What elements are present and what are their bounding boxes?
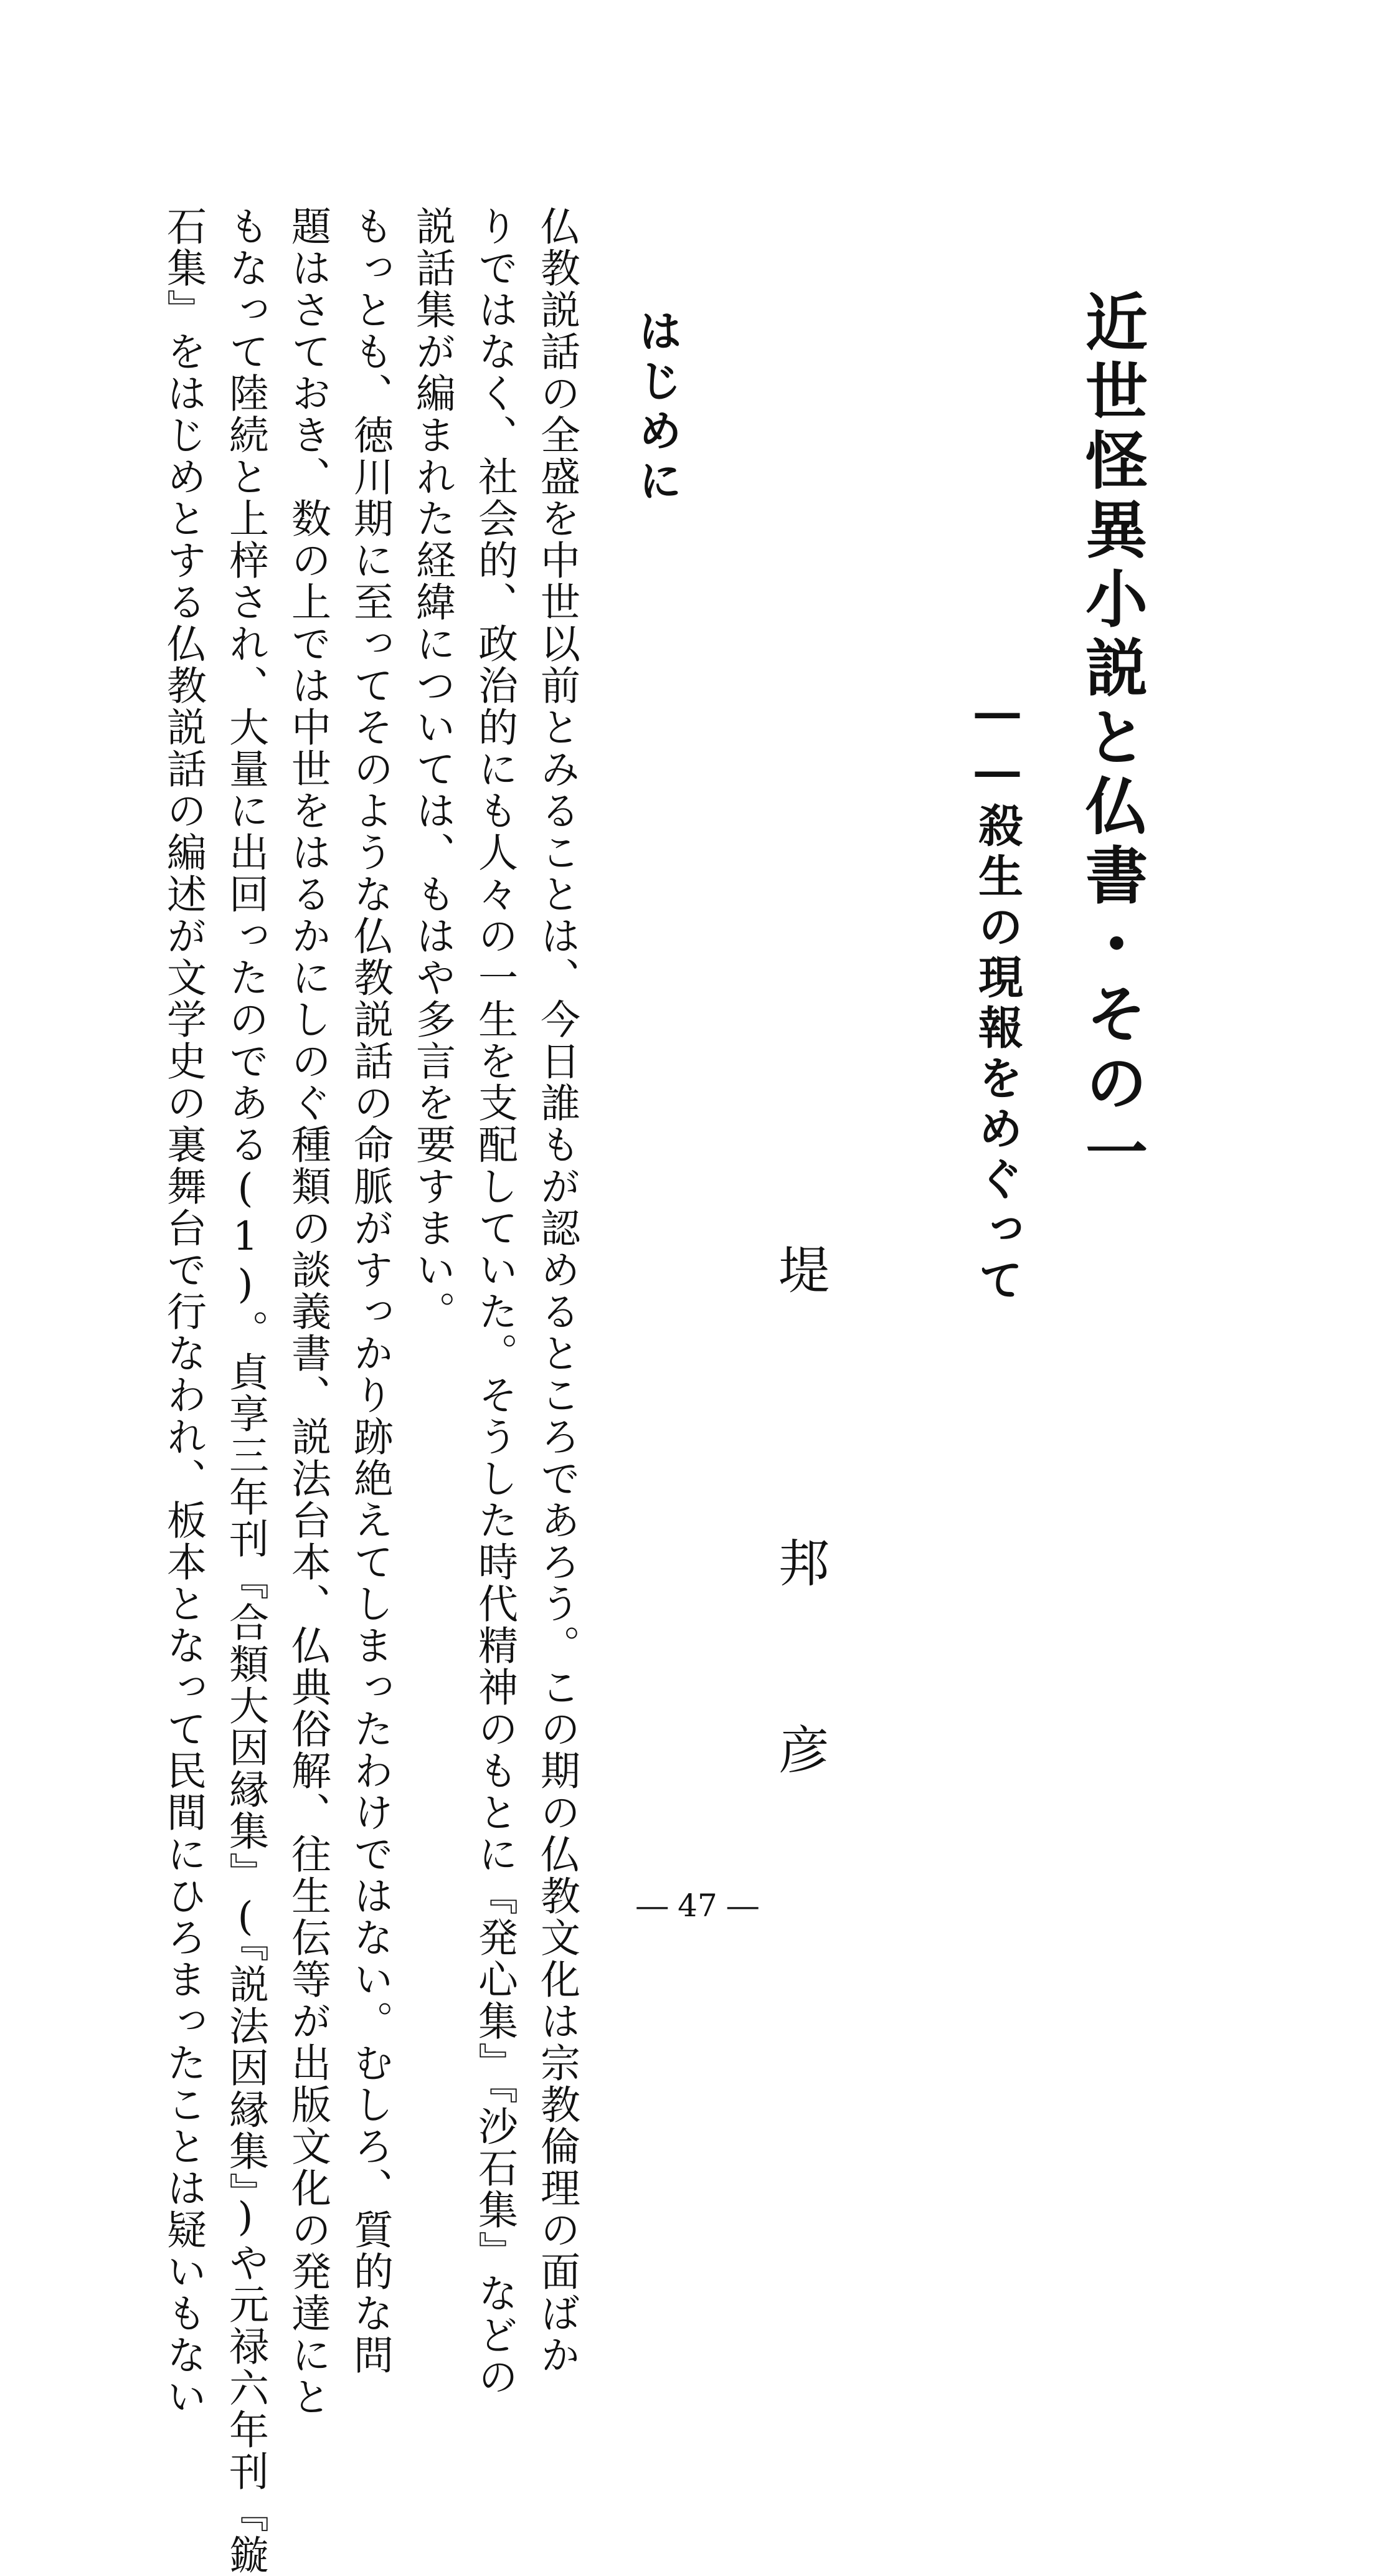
author-name-char: 堤 xyxy=(778,1242,830,1301)
body-line: もっとも、徳川期に至ってそのような仏教説話の命脈がすっかり跡絶えてしまったわけではない。むしろ、質的な問 xyxy=(347,206,393,2376)
author-name-char: 彦 xyxy=(778,1721,830,1780)
author-name-char: 邦 xyxy=(778,1534,830,1594)
body-line: 石集』をはじめとする仏教説話の編述が文学史の裏舞台で行なわれ、板本となって民間にひろまったことは疑いもない xyxy=(160,206,206,2418)
body-line: 仏教説話の全盛を中世以前とみることは、今日誰もが認めるところであろう。この期の仏教文化は宗教倫理の面ばか xyxy=(534,206,580,2376)
article-subtitle: ――殺生の現報をめぐって xyxy=(971,685,1024,1307)
body-line: 説話集が編まれた経緯については、もはや多言を要すまい。 xyxy=(409,206,455,1333)
section-heading: はじめに xyxy=(631,308,683,508)
body-line: りではなく、社会的、政治的にも人々の一生を支配していた。そうした時代精神のもとに『発心集』『沙石集』などの xyxy=(471,206,518,2398)
body-line: 題はさておき、数の上では中世をはるかにしのぐ種類の談義書、説法台本、仏典俗解、往生伝等が出版文化の発達にと xyxy=(285,206,331,2418)
body-line: もなって陸続と上梓され、大量に出回ったのである(1)。貞享三年刊『合類大因縁集』(『説法因縁集』)や元禄六年刊『鏇 xyxy=(222,206,268,2576)
page-number: ― 47 ― xyxy=(636,1888,759,1924)
article-title: 近世怪異小説と仏書・その一 xyxy=(1075,290,1148,1189)
